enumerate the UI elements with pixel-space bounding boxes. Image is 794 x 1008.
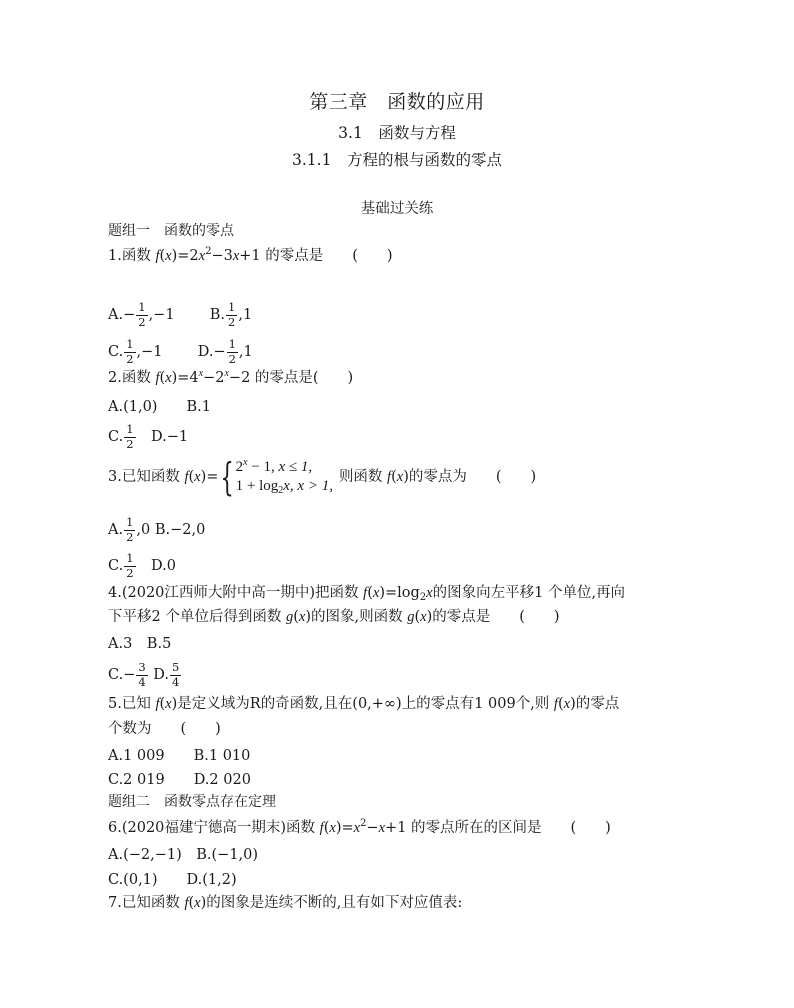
question-5-line-1: 5.已知 f(x)是定义域为R的奇函数,且在(0,+∞)上的零点有1 009个,则 f(x)的零点: [108, 696, 620, 712]
subsection-title: 3.1.1 方程的根与函数的零点: [292, 151, 502, 169]
section-title: 3.1 函数与方程: [338, 124, 456, 142]
question-6-options-cd: C.(0,1) D.(1,2): [108, 872, 237, 888]
group-heading-2: 题组二 函数零点存在定理: [108, 794, 276, 810]
question-3-options-ab: A. $\frac{1}{2}$ ,0 B.−2,0: [108, 515, 206, 544]
question-3-options-cd: C. $\frac{1}{2}$ D.0: [108, 551, 176, 580]
question-1-options-ab: A.− $\frac{1}{2}$ ,−1 B. $\frac{1}{2}$ ,1: [108, 300, 253, 329]
piecewise-brace: {: [220, 455, 235, 499]
question-4-line-1: 4.(2020江西师大附中高一期中)把函数 $f(x)=\log_2x$的图象向左平移1 个单位,再向: [108, 585, 626, 603]
question-4-line-2: 下平移2 个单位后得到函数 g(x)的图象,则函数 g(x)的零点是 ( ): [108, 609, 560, 625]
question-2-options-ab: A.(1,0) B.1: [108, 399, 211, 415]
practice-title: 基础过关练: [360, 201, 434, 217]
chapter-title: 第三章 函数的应用: [309, 91, 485, 113]
question-6: 6.(2020福建宁德高一期末)函数 $f(x)=x^2-x+1$ 的零点所在的区间是 ( ): [108, 818, 611, 836]
question-1: 1.函数 $f(x)=2x^2-3x+1$ 的零点是 ( ): [108, 246, 393, 264]
piecewise-cases: $2^x - 1$, x ≤ 1, $1 + \log_2x$, x > 1,: [235, 457, 333, 496]
question-5-options-ab: A.1 009 B.1 010: [108, 748, 251, 764]
group-heading-1: 题组一 函数的零点: [108, 223, 234, 239]
question-2-options-cd: C. $\frac{1}{2}$ D.−1: [108, 422, 189, 451]
question-6-options-ab: A.(−2,−1) B.(−1,0): [108, 847, 259, 863]
question-2: 2.函数 $f(x)=4^x-2^x-2$ 的零点是( ): [108, 368, 354, 386]
question-4-options-ab: A.3 B.5: [108, 636, 172, 652]
question-5-line-2: 个数为 ( ): [108, 721, 221, 737]
question-1-options-cd: C. $\frac{1}{2}$ ,−1 D.− $\frac{1}{2}$ ,1: [108, 337, 253, 366]
question-5-options-cd: C.2 019 D.2 020: [108, 772, 251, 788]
question-4-options-cd: C.− $\frac{3}{4}$ D. $\frac{5}{4}$: [108, 660, 180, 689]
question-7: 7.已知函数 f(x)的图象是连续不断的,且有如下对应值表:: [108, 895, 463, 911]
question-3: 3.已知函数 f(x)={ $2^x - 1$, x ≤ 1, $1 + \log_2x$, x > 1, 则函数 f(x)的零点为 ( ): [108, 455, 537, 499]
